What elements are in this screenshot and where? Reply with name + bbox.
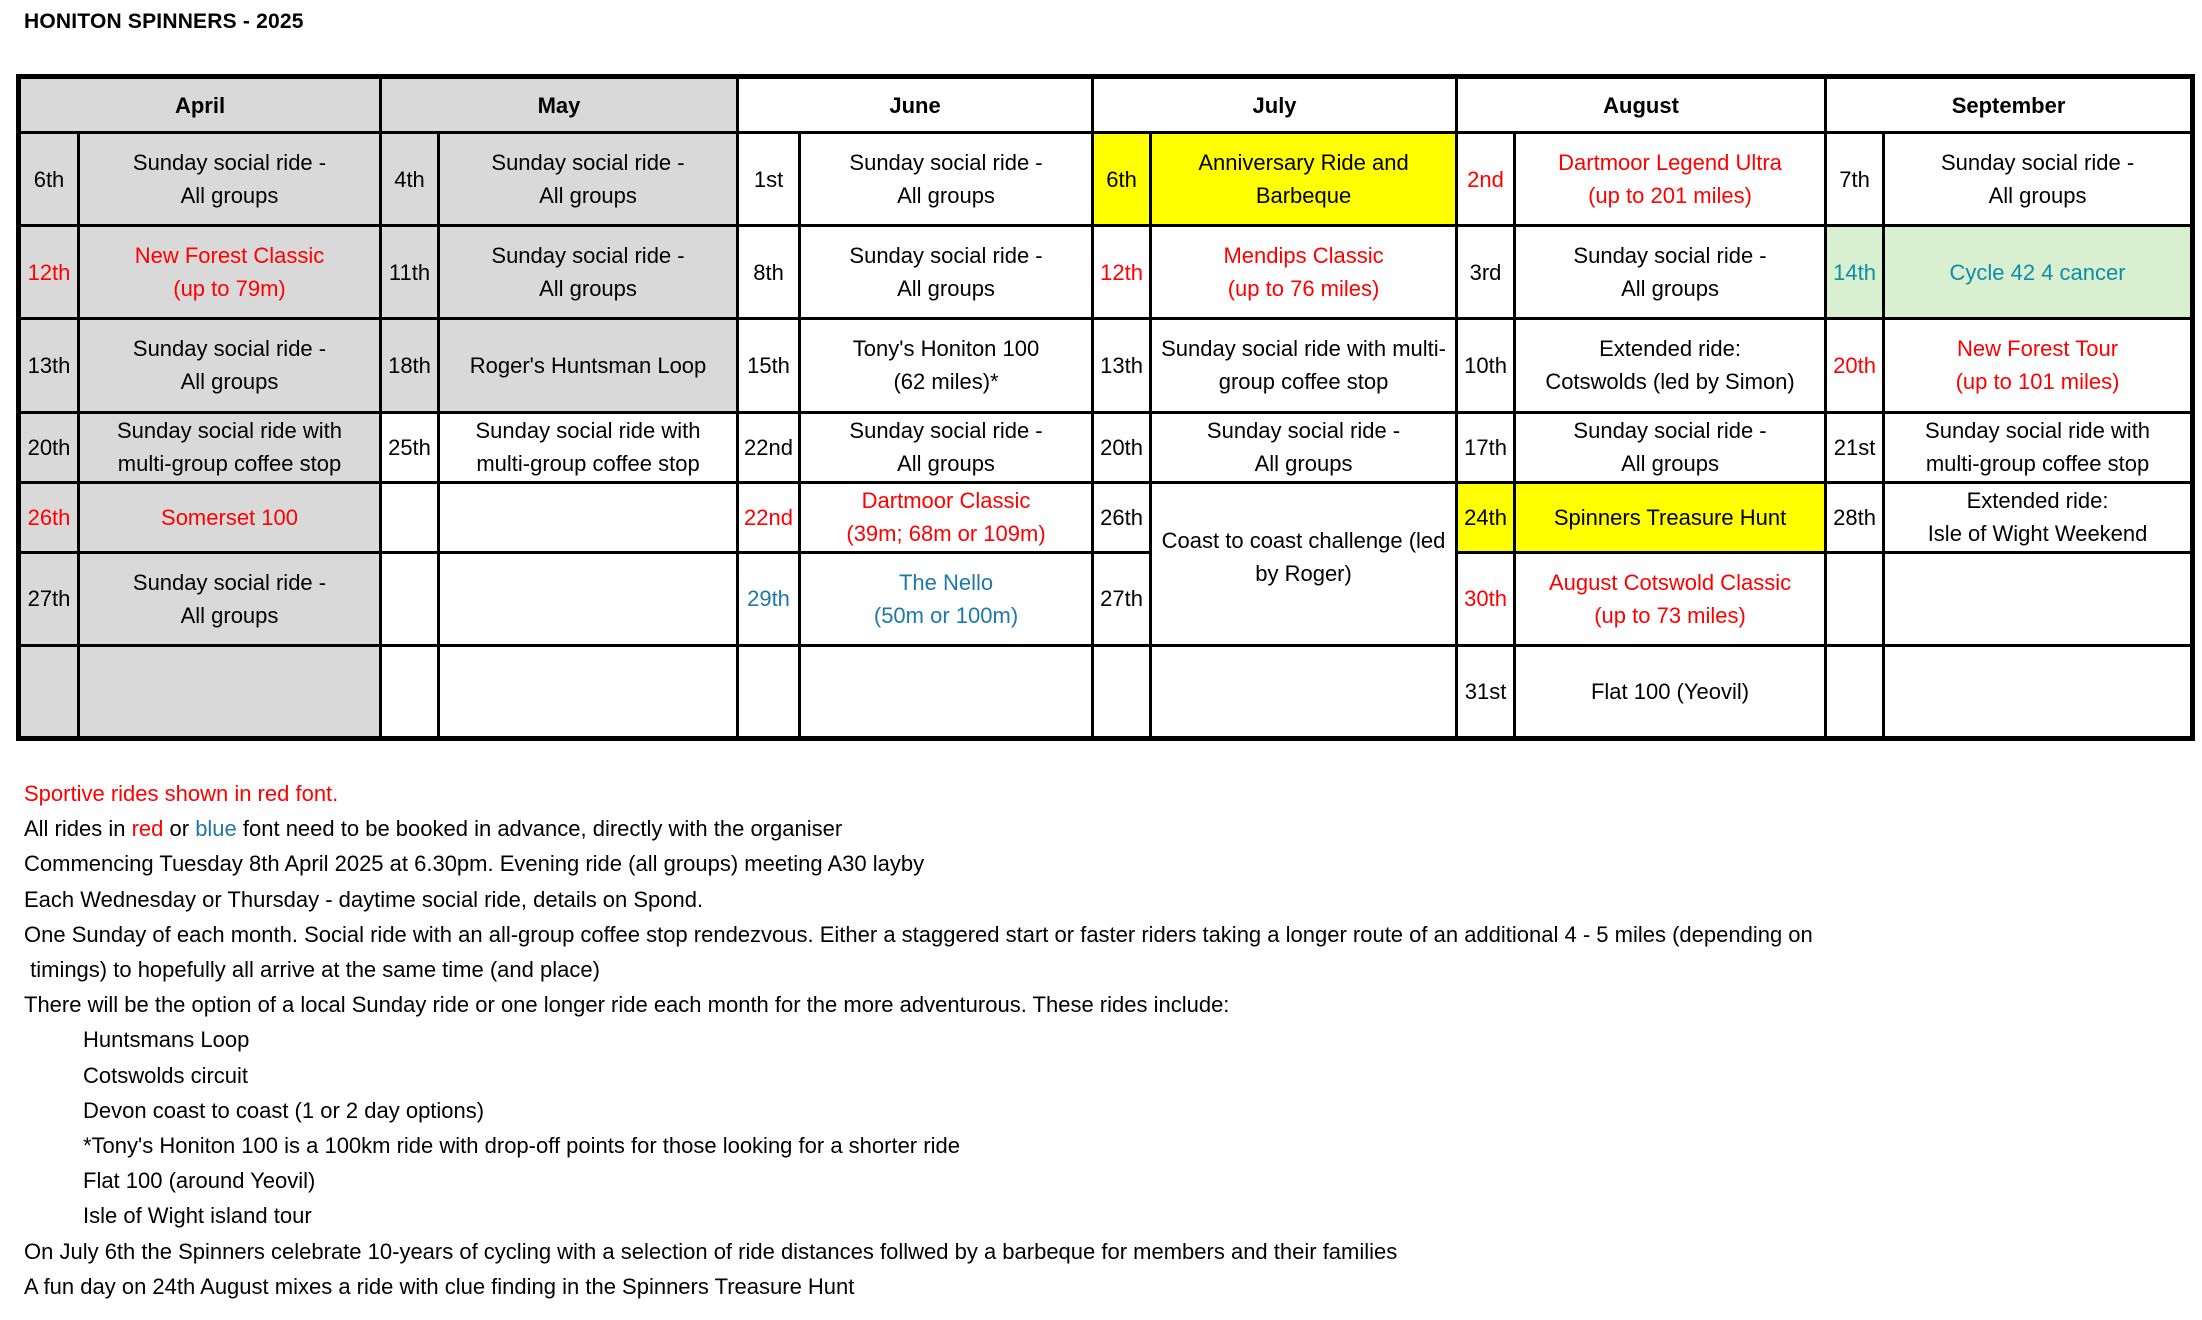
event-cell: Sunday social ride - All groups (79, 133, 381, 226)
event-cell-sportive: New Forest Classic (up to 79m) (79, 226, 381, 319)
event-cell: Sunday social ride - All groups (439, 226, 738, 319)
note-anniversary: On July 6th the Spinners celebrate 10-years of cycling with a selection of ride distances follwed by a barbeque for members and their families (24, 1238, 1398, 1264)
date-cell (381, 645, 439, 738)
event-cell (439, 552, 738, 645)
event-cell (1884, 552, 2193, 645)
date-cell: 4th (381, 133, 439, 226)
date-cell: 17th (1457, 412, 1515, 482)
table-row (19, 645, 2193, 738)
date-cell: 29th (738, 552, 800, 645)
note-longer-rides: There will be the option of a local Sunday ride or one longer ride each month for the more adventurous. These rides include: (24, 992, 1230, 1018)
date-cell: 20th (19, 412, 79, 482)
date-cell: 6th (19, 133, 79, 226)
date-cell (1826, 552, 1884, 645)
event-cell: Sunday social ride - All groups (79, 552, 381, 645)
event-cell: Tony's Honiton 100 (62 miles)* (800, 319, 1093, 412)
date-cell: 6th (1093, 133, 1151, 226)
date-cell: 22nd (738, 412, 800, 482)
event-cell: Sunday social ride - All groups (1151, 412, 1457, 482)
date-cell: 12th (19, 226, 79, 319)
list-item: *Tony's Honiton 100 is a 100km ride with drop-off points for those looking for a shorter ride (83, 1133, 960, 1159)
date-cell: 22nd (738, 482, 800, 552)
date-cell (381, 552, 439, 645)
date-cell (1826, 645, 1884, 738)
date-cell: 30th (1457, 552, 1515, 645)
list-item: Huntsmans Loop (83, 1027, 250, 1053)
date-cell: 20th (1093, 412, 1151, 482)
event-cell: Sunday social ride - All groups (1884, 133, 2193, 226)
date-cell: 25th (381, 412, 439, 482)
table-row (19, 412, 2193, 482)
note-evening-ride: Commencing Tuesday 8th April 2025 at 6.30pm. Evening ride (all groups) meeting A30 layby (24, 851, 925, 877)
list-item: Devon coast to coast (1 or 2 day options) (83, 1097, 485, 1123)
event-cell-sportive: Somerset 100 (79, 482, 381, 552)
date-cell (381, 482, 439, 552)
date-cell: 18th (381, 319, 439, 412)
month-header-september: September (1826, 77, 2193, 133)
event-cell-sportive: Dartmoor Legend Ultra (up to 201 miles) (1515, 133, 1826, 226)
event-cell: Sunday social ride - All groups (1515, 412, 1826, 482)
date-cell: 20th (1826, 319, 1884, 412)
note-sunday-ride-cont: timings) to hopefully all arrive at the same time (and place) (24, 957, 600, 983)
event-cell: Sunday social ride with multi-group coffee stop (1884, 412, 2193, 482)
date-cell: 14th (1826, 226, 1884, 319)
event-cell: Sunday social ride - All groups (439, 133, 738, 226)
list-item: Flat 100 (around Yeovil) (83, 1168, 316, 1194)
note-sportive: Sportive rides shown in red font. (24, 781, 339, 806)
table-row (19, 226, 2193, 319)
event-cell: Extended ride: Cotswolds (led by Simon) (1515, 319, 1826, 412)
ride-schedule-table (16, 74, 2195, 741)
table-row (19, 133, 2193, 226)
table-row (19, 319, 2193, 412)
date-cell: 7th (1826, 133, 1884, 226)
date-cell: 24th (1457, 482, 1515, 552)
note-fun-day: A fun day on 24th August mixes a ride with clue finding in the Spinners Treasure Hunt (24, 1273, 855, 1299)
date-cell: 1st (738, 133, 800, 226)
event-cell: Sunday social ride with multi-group coffee stop (79, 412, 381, 482)
month-header-row (19, 77, 2193, 133)
date-cell: 13th (1093, 319, 1151, 412)
event-cell: Extended ride: Isle of Wight Weekend (1884, 482, 2193, 552)
date-cell: 28th (1826, 482, 1884, 552)
date-cell: 27th (1093, 552, 1151, 645)
date-cell: 8th (738, 226, 800, 319)
note-weekday-ride: Each Wednesday or Thursday - daytime social ride, details on Spond. (24, 886, 704, 912)
event-cell: Sunday social ride with multi- group coffee stop (1151, 319, 1457, 412)
date-cell: 26th (1093, 482, 1151, 552)
table-row (19, 552, 2193, 645)
event-cell: Sunday social ride - All groups (800, 226, 1093, 319)
date-cell: 21st (1826, 412, 1884, 482)
date-cell (19, 645, 79, 738)
list-item: Isle of Wight island tour (83, 1203, 312, 1229)
note-sunday-ride: One Sunday of each month. Social ride with an all-group coffee stop rendezvous. Either a staggered start or faster riders taking a longer route of an additional 4 - 5 miles (depending on (24, 921, 1813, 947)
date-cell: 3rd (1457, 226, 1515, 319)
date-cell: 27th (19, 552, 79, 645)
date-cell: 12th (1093, 226, 1151, 319)
page-title: HONITON SPINNERS - 2025 (24, 10, 304, 33)
event-cell (800, 645, 1093, 738)
date-cell: 15th (738, 319, 800, 412)
event-cell-treasure-hunt: Spinners Treasure Hunt (1515, 482, 1826, 552)
event-cell (1151, 645, 1457, 738)
table-row (19, 482, 2193, 552)
event-cell: Sunday social ride - All groups (1515, 226, 1826, 319)
event-cell: Sunday social ride with multi-group coffee stop (439, 412, 738, 482)
event-cell-sportive: Dartmoor Classic (39m; 68m or 109m) (800, 482, 1093, 552)
month-header-july: July (1093, 77, 1457, 133)
event-cell-charity: Cycle 42 4 cancer (1884, 226, 2193, 319)
date-cell: 10th (1457, 319, 1515, 412)
date-cell: 2nd (1457, 133, 1515, 226)
event-cell-advance-booking: The Nello (50m or 100m) (800, 552, 1093, 645)
month-header-june: June (738, 77, 1093, 133)
event-cell (1884, 645, 2193, 738)
month-header-august: August (1457, 77, 1826, 133)
date-cell: 31st (1457, 645, 1515, 738)
notes-section (24, 776, 1813, 1304)
date-cell: 13th (19, 319, 79, 412)
date-cell: 11th (381, 226, 439, 319)
event-cell: Sunday social ride - All groups (79, 319, 381, 412)
date-cell (1093, 645, 1151, 738)
event-cell-sportive: Mendips Classic (up to 76 miles) (1151, 226, 1457, 319)
note-booking: All rides in red or blue font need to be booked in advance, directly with the organiser (24, 816, 843, 842)
event-cell (79, 645, 381, 738)
event-cell (439, 482, 738, 552)
event-cell-anniversary: Anniversary Ride and Barbeque (1151, 133, 1457, 226)
date-cell: 26th (19, 482, 79, 552)
list-item: Cotswolds circuit (83, 1062, 249, 1088)
event-cell: Sunday social ride - All groups (800, 133, 1093, 226)
event-cell: Roger's Huntsman Loop (439, 319, 738, 412)
month-header-may: May (381, 77, 738, 133)
date-cell (738, 645, 800, 738)
month-header-april: April (19, 77, 381, 133)
event-cell (439, 645, 738, 738)
event-cell-coast-to-coast: Coast to coast challenge (led by Roger) (1151, 482, 1457, 645)
event-cell-sportive: New Forest Tour (up to 101 miles) (1884, 319, 2193, 412)
event-cell: Sunday social ride - All groups (800, 412, 1093, 482)
event-cell: Flat 100 (Yeovil) (1515, 645, 1826, 738)
event-cell-sportive: August Cotswold Classic (up to 73 miles) (1515, 552, 1826, 645)
